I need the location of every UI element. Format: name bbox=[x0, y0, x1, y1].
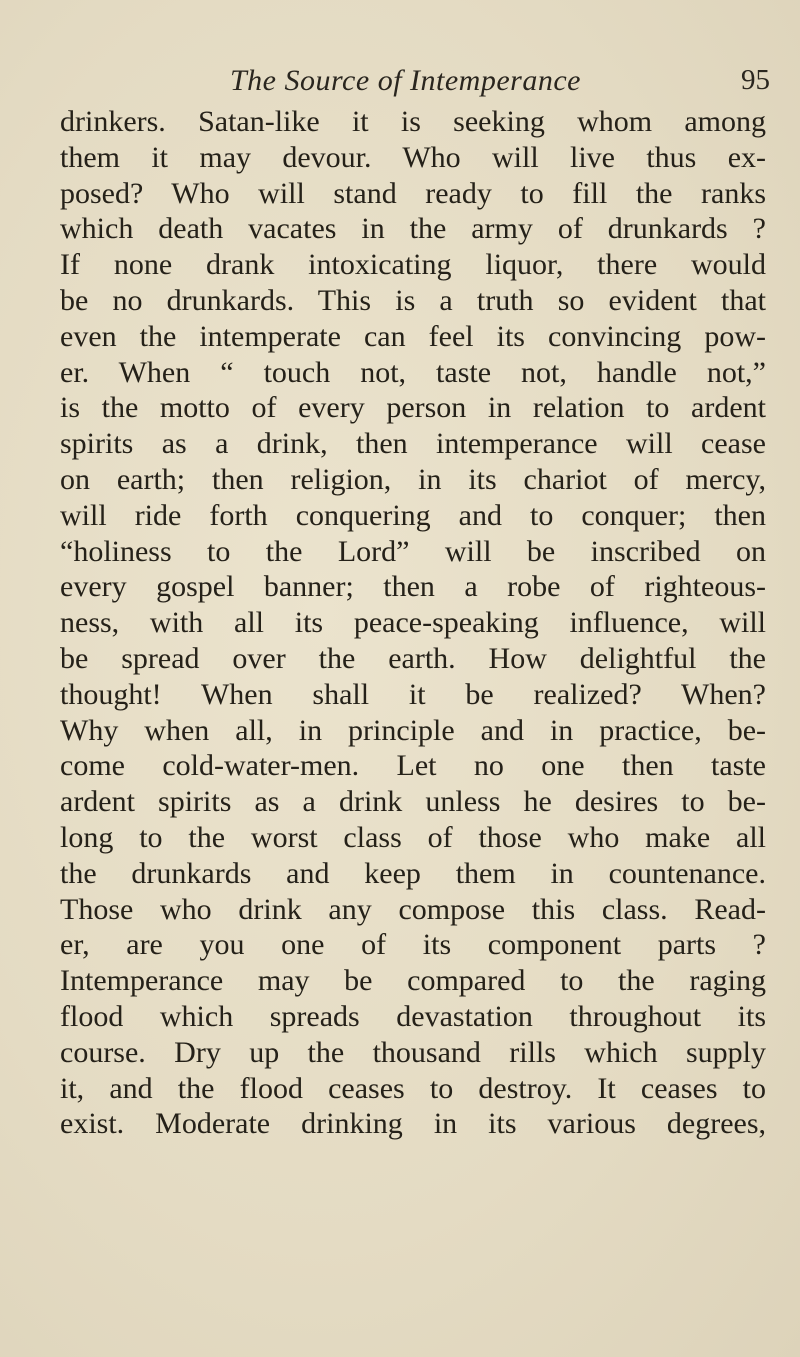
body-text bbox=[60, 104, 766, 1142]
text-line: is the motto of every person in relation to ardent bbox=[60, 391, 766, 425]
text-line: drinkers. Satan-like it is seeking whom among bbox=[60, 105, 766, 138]
text-line: posed? Who will stand ready to fill the ranks bbox=[60, 176, 766, 210]
text-line: course. Dry up the thousand rills which supply bbox=[60, 1035, 766, 1069]
text-line: the drunkards and keep them in countenance. bbox=[60, 856, 766, 890]
text-line: them it may devour. Who will live thus ex- bbox=[60, 140, 766, 174]
text-line: er, are you one of its component parts ? bbox=[60, 928, 766, 962]
text-line: every gospel banner; then a robe of righteous- bbox=[60, 570, 766, 604]
text-line: be no drunkards. This is a truth so evident that bbox=[60, 283, 766, 317]
text-line: Intemperance may be compared to the raging bbox=[60, 964, 766, 998]
text-line: Why when all, in principle and in practice, be- bbox=[60, 713, 766, 747]
running-head bbox=[140, 60, 780, 110]
text-line: will ride forth conquering and to conquer; then bbox=[60, 498, 766, 532]
text-line: ness, with all its peace-speaking influence, will bbox=[60, 606, 766, 640]
text-line: long to the worst class of those who make all bbox=[60, 820, 766, 854]
text-line: be spread over the earth. How delightful the bbox=[60, 641, 766, 675]
text-line: Those who drink any compose this class. Read- bbox=[60, 892, 766, 926]
text-line: “holiness to the Lord” will be inscribed on bbox=[60, 534, 766, 568]
text-line: If none drank intoxicating liquor, there would bbox=[60, 248, 766, 282]
text-line: spirits as a drink, then intemperance will cease bbox=[60, 427, 766, 461]
text-line: ardent spirits as a drink unless he desires to be- bbox=[60, 785, 766, 819]
text-line: exist. Moderate drinking in its various degrees, bbox=[60, 1107, 766, 1141]
page-number: 95 bbox=[741, 64, 770, 96]
text-line: come cold-water-men. Let no one then taste bbox=[60, 749, 766, 783]
text-line: which death vacates in the army of drunkards ? bbox=[60, 212, 766, 246]
text-line: it, and the flood ceases to destroy. It ceases to bbox=[60, 1071, 766, 1105]
text-line: er. When “ touch not, taste not, handle not,” bbox=[60, 355, 766, 389]
text-line: thought! When shall it be realized? When? bbox=[60, 677, 766, 711]
running-head-title: The Source of Intemperance bbox=[230, 64, 581, 97]
text-line: flood which spreads devastation throughout its bbox=[60, 999, 766, 1033]
text-line: even the intemperate can feel its convincing pow- bbox=[60, 319, 766, 353]
text-line: on earth; then religion, in its chariot of mercy, bbox=[60, 462, 766, 496]
